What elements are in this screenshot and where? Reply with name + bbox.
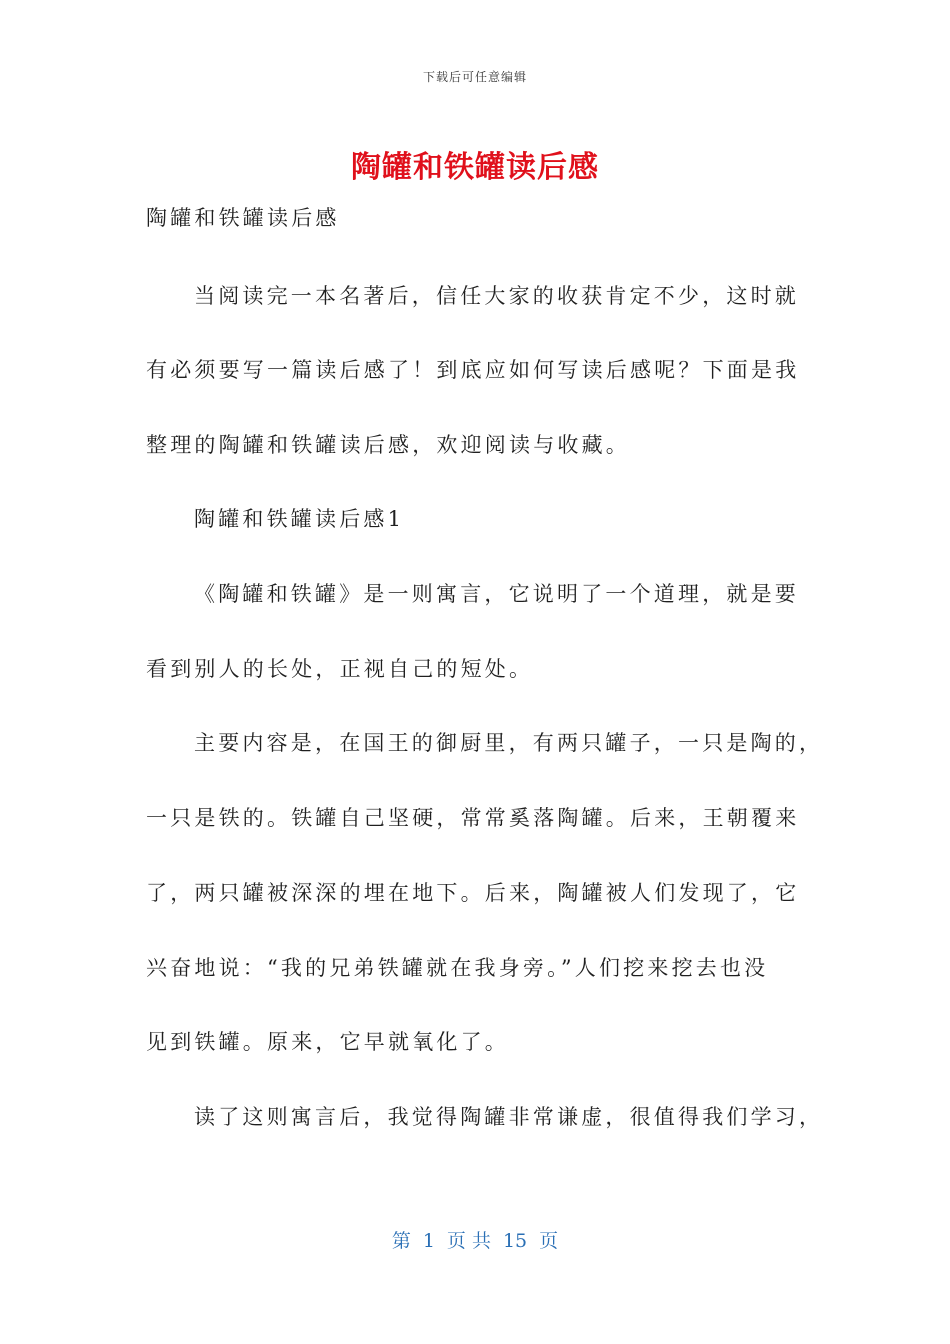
footer-prefix: 第 — [391, 1230, 411, 1252]
footer-page-number: 1 — [422, 1230, 435, 1252]
paragraph-line: 了，两只罐被深深的埋在地下。后来，陶罐被人们发现了，它 — [146, 881, 800, 905]
footer-suffix: 页 — [539, 1230, 559, 1252]
paragraph-line: 主要内容是，在国王的御厨里，有两只罐子，一只是陶的， — [194, 731, 824, 755]
footer-middle: 页 共 — [446, 1230, 491, 1252]
paragraph-line: 见到铁罐。原来，它早就氧化了。 — [146, 1030, 509, 1054]
page-footer — [0, 1226, 950, 1253]
paragraph-line: 一只是铁的。铁罐自己坚硬，常常奚落陶罐。后来，王朝覆来 — [146, 806, 800, 830]
paragraph-line: 有必须要写一篇读后感了！到底应如何写读后感呢？下面是我 — [146, 358, 800, 382]
paragraph-line: 当阅读完一本名著后，信任大家的收获肯定不少，这时就 — [194, 284, 799, 308]
paragraph-line: 兴奋地说：“我的兄弟铁罐就在我身旁。”人们挖来挖去也没 — [146, 956, 769, 980]
header-note: 下载后可任意编辑 — [422, 70, 527, 84]
footer-total-pages: 15 — [502, 1230, 528, 1252]
section-heading: 陶罐和铁罐读后感1 — [194, 507, 405, 531]
paragraph-line: 整理的陶罐和铁罐读后感，欢迎阅读与收藏。 — [146, 433, 630, 457]
document-title: 陶罐和铁罐读后感 — [351, 150, 599, 185]
paragraph-line: 看到别人的长处，正视自己的短处。 — [146, 657, 534, 681]
paragraph-line: 读了这则寓言后，我觉得陶罐非常谦虚，很值得我们学习， — [194, 1105, 824, 1129]
subtitle-line: 陶罐和铁罐读后感 — [146, 206, 340, 230]
paragraph-line: 《陶罐和铁罐》是一则寓言，它说明了一个道理，就是要 — [194, 582, 799, 606]
